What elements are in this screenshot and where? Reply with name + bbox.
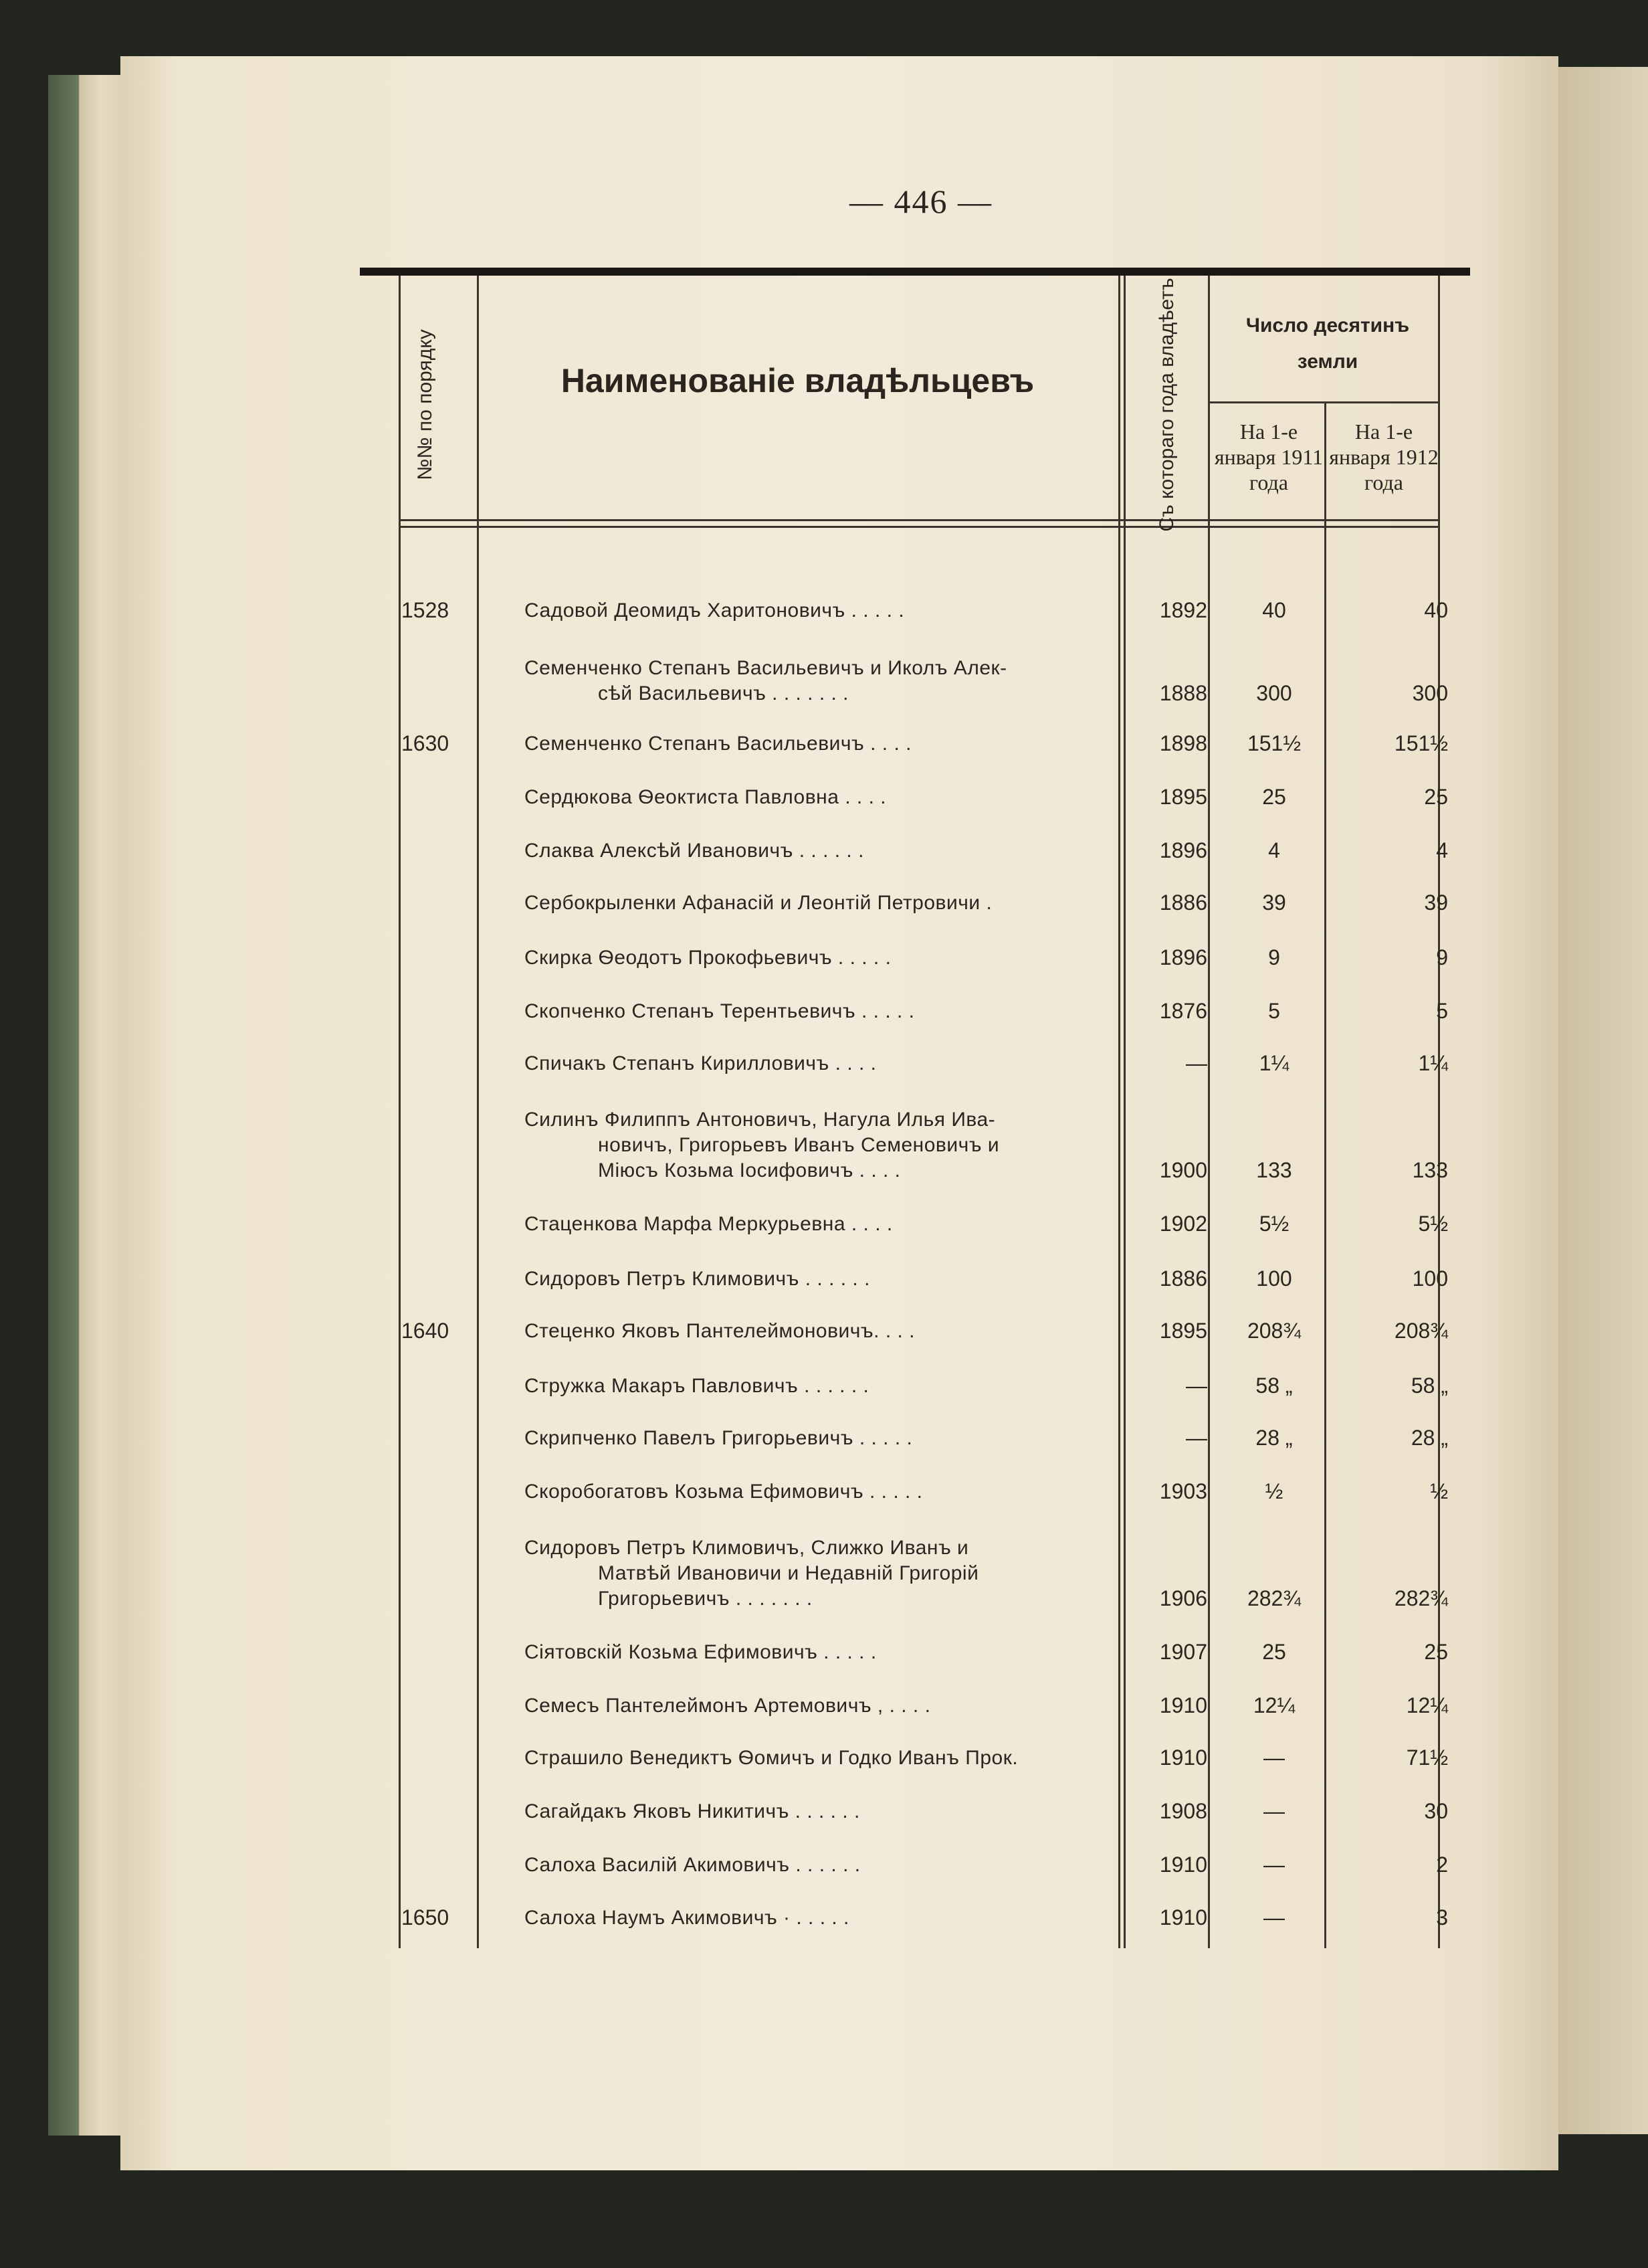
since-year: 1898 xyxy=(1159,731,1207,755)
land-1911: ½ xyxy=(1265,1479,1283,1503)
owner-name xyxy=(524,1853,1113,1878)
owner-name-line: Семенченко Степанъ Васильевичъ . . . . xyxy=(524,733,912,755)
land-1911: 25 xyxy=(1262,1640,1286,1664)
owner-name xyxy=(524,1905,1113,1931)
owner-name-line: новичъ, Григорьевъ Иванъ Семеновичъ и xyxy=(598,1134,1000,1156)
owner-name-line: Григорьевичъ . . . . . . . xyxy=(598,1588,813,1610)
owner-name-line: Салоха Василій Акимовичъ . . . . . . xyxy=(524,1854,861,1876)
land-1911: 40 xyxy=(1262,598,1286,622)
owner-name xyxy=(524,1640,1113,1665)
owner-name xyxy=(524,598,1113,624)
since-year: 1910 xyxy=(1159,1905,1207,1929)
row-number: 1528 xyxy=(401,598,449,622)
land-1911: 100 xyxy=(1256,1266,1292,1291)
header-rule xyxy=(360,268,1470,276)
land-1911: 1¼ xyxy=(1259,1051,1290,1075)
rule-land-sub xyxy=(1208,401,1438,403)
next-page-edge xyxy=(1558,67,1648,2134)
owner-name xyxy=(524,1426,1113,1451)
owner-name xyxy=(524,1107,1113,1184)
land-1912: 300 xyxy=(1412,681,1448,705)
since-year: 1895 xyxy=(1159,785,1207,809)
land-1912: 5½ xyxy=(1418,1212,1448,1236)
land-1912: 30 xyxy=(1424,1799,1448,1823)
land-1911: — xyxy=(1263,1853,1285,1877)
land-1912: 58 „ xyxy=(1411,1374,1448,1398)
land-1912: 12¼ xyxy=(1406,1693,1448,1717)
land-1912: 100 xyxy=(1412,1266,1448,1291)
owner-name-line: Сагайдакъ Яковъ Никитичъ . . . . . . xyxy=(524,1800,860,1822)
land-1911: — xyxy=(1263,1745,1285,1770)
land-1912: 1¼ xyxy=(1418,1051,1448,1075)
land-1912: 133 xyxy=(1412,1158,1448,1182)
land-1911: 300 xyxy=(1256,681,1292,705)
owner-name xyxy=(524,838,1113,864)
since-year: 1906 xyxy=(1159,1586,1207,1610)
owner-name xyxy=(524,1051,1113,1076)
since-year: 1886 xyxy=(1159,1266,1207,1291)
owner-name-line: Страшило Венедиктъ Ѳомичъ и Годко Иванъ Прок. xyxy=(524,1747,1019,1769)
since-year: 1907 xyxy=(1159,1640,1207,1664)
since-year: 1910 xyxy=(1159,1853,1207,1877)
owner-name-line: Силинъ Филиппъ Антоновичъ, Нагула Илья Ива- xyxy=(524,1109,996,1131)
since-year: 1895 xyxy=(1159,1319,1207,1343)
land-1912: 4 xyxy=(1436,838,1448,862)
land-1912: 40 xyxy=(1424,598,1448,622)
owner-name-line: Стаценкова Марфа Меркурьевна . . . . xyxy=(524,1213,893,1235)
owner-name xyxy=(524,785,1113,810)
land-1911: — xyxy=(1263,1905,1285,1929)
since-year: 1900 xyxy=(1159,1158,1207,1182)
owner-name xyxy=(524,1266,1113,1292)
land-1911: 5½ xyxy=(1259,1212,1290,1236)
owner-name xyxy=(524,656,1113,706)
since-year: 1902 xyxy=(1159,1212,1207,1236)
since-year: 1888 xyxy=(1159,681,1207,705)
since-year: 1903 xyxy=(1159,1479,1207,1503)
land-1911: 208¾ xyxy=(1247,1319,1302,1343)
owner-name-line: Салоха Наумъ Акимовичъ · . . . . . xyxy=(524,1907,849,1929)
since-year: 1910 xyxy=(1159,1693,1207,1717)
owner-name xyxy=(524,999,1113,1024)
owner-name-line: Стружка Макаръ Павловичъ . . . . . . xyxy=(524,1375,869,1397)
since-year: 1896 xyxy=(1159,838,1207,862)
land-1912: 9 xyxy=(1436,945,1448,969)
owner-name-line: Скирка Ѳеодотъ Прокофьевичъ . . . . . xyxy=(524,947,892,969)
land-1911: 5 xyxy=(1268,999,1280,1023)
land-1911: 39 xyxy=(1262,890,1286,915)
header-num: №№ по порядку xyxy=(414,329,436,480)
land-1912: 28 „ xyxy=(1411,1426,1448,1450)
rule-head-bottom-2 xyxy=(399,526,1438,528)
owner-name xyxy=(524,1745,1113,1771)
owner-name-line: Скопченко Степанъ Терентьевичъ . . . . . xyxy=(524,1000,915,1022)
owner-name-line: Сербокрыленки Афанасій и Леонтій Петровичи . xyxy=(524,892,993,914)
owner-name-line: Скрипченко Павелъ Григорьевичъ . . . . . xyxy=(524,1427,913,1449)
header-year: Съ котораго года владѣетъ xyxy=(1156,278,1178,532)
land-1912: 2 xyxy=(1436,1853,1448,1877)
owner-name xyxy=(524,731,1113,757)
row-number: 1640 xyxy=(401,1319,449,1343)
row-number: 1630 xyxy=(401,731,449,755)
land-1911: 25 xyxy=(1262,785,1286,809)
land-1912: ½ xyxy=(1430,1479,1448,1503)
page-number: — 446 — xyxy=(849,183,993,220)
land-1912: 25 xyxy=(1424,1640,1448,1664)
owner-name-line: Сердюкова Ѳеоктиста Павловна . . . . xyxy=(524,786,887,808)
owner-name xyxy=(524,1212,1113,1237)
land-1912: 39 xyxy=(1424,890,1448,915)
owner-name-line: Скоробогатовъ Козьма Ефимовичъ . . . . . xyxy=(524,1481,923,1503)
since-year: — xyxy=(1186,1426,1207,1450)
land-1911: 133 xyxy=(1256,1158,1292,1182)
owner-name-line: Слаква Алексѣй Ивановичъ . . . . . . xyxy=(524,840,864,862)
owner-name-line: Садовой Деомидъ Харитоновичъ . . . . . xyxy=(524,599,905,622)
land-1911: 282¾ xyxy=(1247,1586,1302,1610)
since-year: 1908 xyxy=(1159,1799,1207,1823)
owner-name-line: Матвѣй Ивановичи и Недавній Григорій xyxy=(598,1562,979,1584)
owner-name-line: Міюсъ Козьма Іосифовичъ . . . . xyxy=(598,1159,901,1182)
since-year: 1892 xyxy=(1159,598,1207,622)
land-1912: 71½ xyxy=(1406,1745,1448,1770)
since-year: 1886 xyxy=(1159,890,1207,915)
rule-y1 xyxy=(1324,401,1326,1948)
header-name: Наименованіе владѣльцевъ xyxy=(560,362,1035,399)
land-1912: 25 xyxy=(1424,785,1448,809)
owner-name xyxy=(524,890,1113,916)
land-1912: 151½ xyxy=(1394,731,1448,755)
owner-name-line: Сидоровъ Петръ Климовичъ, Слижко Иванъ и xyxy=(524,1537,969,1559)
header-y2: На 1-е января 1912 года xyxy=(1329,419,1439,494)
since-year: 1896 xyxy=(1159,945,1207,969)
land-1912: 208¾ xyxy=(1394,1319,1448,1343)
header-y1: На 1-е января 1911 года xyxy=(1214,419,1324,494)
owner-name-line: Сіятовскій Козьма Ефимовичъ . . . . . xyxy=(524,1641,877,1663)
land-1911: 28 „ xyxy=(1255,1426,1293,1450)
owner-name xyxy=(524,1479,1113,1505)
owner-name-line: сѣй Васильевичъ . . . . . . . xyxy=(598,682,849,704)
land-1911: — xyxy=(1263,1799,1285,1823)
owner-name-line: Семесъ Пантелеймонъ Артемовичъ , . . . . xyxy=(524,1695,931,1717)
since-year: 1910 xyxy=(1159,1745,1207,1770)
land-1912: 5 xyxy=(1436,999,1448,1023)
owner-name xyxy=(524,1693,1113,1719)
owner-name-line: Стеценко Яковъ Пантелеймоновичъ. . . . xyxy=(524,1320,916,1342)
land-1911: 9 xyxy=(1268,945,1280,969)
owner-name xyxy=(524,1319,1113,1344)
owner-name-line: Спичакъ Степанъ Кирилловичъ . . . . xyxy=(524,1052,877,1074)
row-number: 1650 xyxy=(401,1905,449,1929)
land-1911: 12¼ xyxy=(1253,1693,1296,1717)
since-year: 1876 xyxy=(1159,999,1207,1023)
since-year: — xyxy=(1186,1051,1207,1075)
since-year: — xyxy=(1186,1374,1207,1398)
header-land: Число десятинъ земли xyxy=(1245,314,1410,373)
land-1911: 4 xyxy=(1268,838,1280,862)
rule-head-bottom-1 xyxy=(399,519,1438,521)
owner-name-line: Семенченко Степанъ Васильевичъ и Иколъ Алек- xyxy=(524,657,1007,679)
land-1912: 3 xyxy=(1436,1905,1448,1929)
owner-name-line: Сидоровъ Петръ Климовичъ . . . . . . xyxy=(524,1268,870,1290)
land-1912: 282¾ xyxy=(1394,1586,1448,1610)
land-1911: 58 „ xyxy=(1255,1374,1293,1398)
owner-name xyxy=(524,945,1113,971)
owner-name xyxy=(524,1799,1113,1824)
owner-name xyxy=(524,1374,1113,1399)
owner-name xyxy=(524,1535,1113,1612)
land-1911: 151½ xyxy=(1247,731,1302,755)
